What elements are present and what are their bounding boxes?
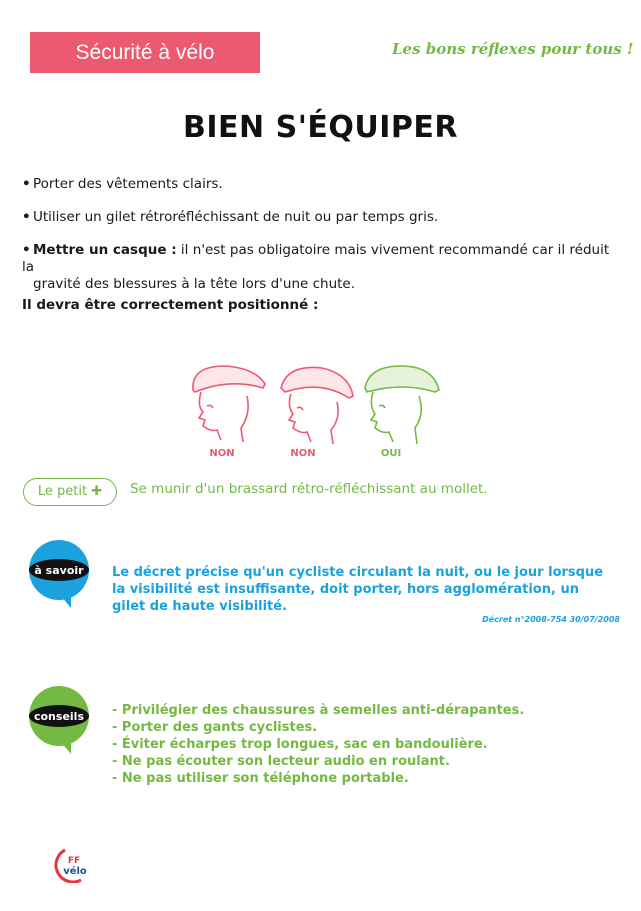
helmet-illustrations bbox=[185, 362, 445, 467]
helmet-label-1: NON bbox=[209, 448, 235, 459]
helmet-heads-icon bbox=[185, 362, 445, 447]
conseils-list bbox=[112, 702, 612, 787]
bullet-text: il n'est pas obligatoire mais vivement recommandé car il réduit la bbox=[22, 242, 610, 275]
helmet-label-3: OUI bbox=[380, 448, 402, 459]
ffvelo-logo bbox=[51, 847, 93, 887]
list-item: - Ne pas écouter son lecteur audio en roulant. bbox=[112, 754, 450, 769]
petit-plus-text: Se munir d'un brassard rétro-réfléchissant au mollet. bbox=[130, 481, 488, 497]
bullet-text-continued: gravité des blessures à la tête lors d'une chute. bbox=[33, 276, 356, 292]
bullet-dot: • bbox=[22, 176, 31, 192]
bullet-bold-text: Mettre un casque : bbox=[33, 242, 177, 258]
speech-bubble-icon bbox=[25, 538, 95, 610]
helmet-head-3 bbox=[365, 366, 439, 444]
list-item: - Ne pas utiliser son téléphone portable. bbox=[112, 771, 409, 786]
bullet-dot: • bbox=[22, 209, 31, 225]
a-savoir-bubble bbox=[25, 538, 95, 614]
svg-text:FF: FF bbox=[67, 856, 81, 866]
conseils-bubble bbox=[25, 684, 95, 760]
bullet-helmet bbox=[22, 242, 617, 293]
position-note: Il devra être correctement positionné : bbox=[22, 297, 319, 313]
bullet-text: Porter des vêtements clairs. bbox=[33, 176, 223, 192]
list-item: - Éviter écharpes trop longues, sac en bandoulière. bbox=[112, 737, 488, 752]
bullet-text: Utiliser un gilet rétroréfléchissant de nuit ou par temps gris. bbox=[33, 209, 439, 225]
a-savoir-line: gilet de haute visibilité. bbox=[112, 599, 288, 614]
page-title: BIEN S'ÉQUIPER bbox=[183, 110, 458, 145]
bullet-clothing bbox=[22, 176, 617, 193]
list-item: - Privilégier des chaussures à semelles anti-dérapantes. bbox=[112, 703, 525, 718]
conseils-label: conseils bbox=[33, 710, 85, 723]
petit-plus-badge bbox=[23, 478, 117, 506]
list-item: - Porter des gants cyclistes. bbox=[112, 720, 318, 735]
svg-text:vélo: vélo bbox=[63, 866, 87, 877]
ffvelo-logo-icon bbox=[51, 847, 93, 883]
plus-icon: ✚ bbox=[91, 484, 103, 499]
helmet-head-2 bbox=[281, 367, 353, 444]
petit-plus-label: Le petit bbox=[37, 484, 88, 499]
bullet-dot: • bbox=[22, 242, 31, 258]
a-savoir-label: à savoir bbox=[34, 564, 84, 577]
a-savoir-line: Le décret précise qu'un cycliste circulant la nuit, ou le jour lorsque bbox=[112, 565, 604, 580]
speech-bubble-icon bbox=[25, 684, 95, 756]
helmet-label-2: NON bbox=[290, 448, 316, 459]
a-savoir-text bbox=[112, 564, 612, 615]
equipment-bullets bbox=[22, 176, 617, 309]
a-savoir-line: la visibilité est insuffisante, doit porter, hors agglomération, un bbox=[112, 582, 579, 597]
decret-reference: Décret n°2008-754 30/07/2008 bbox=[482, 615, 620, 624]
bullet-vest bbox=[22, 209, 617, 226]
section-header: Sécurité à vélo bbox=[30, 32, 260, 73]
helmet-head-1 bbox=[193, 366, 265, 442]
tagline: Les bons réflexes pour tous ! bbox=[392, 40, 634, 58]
